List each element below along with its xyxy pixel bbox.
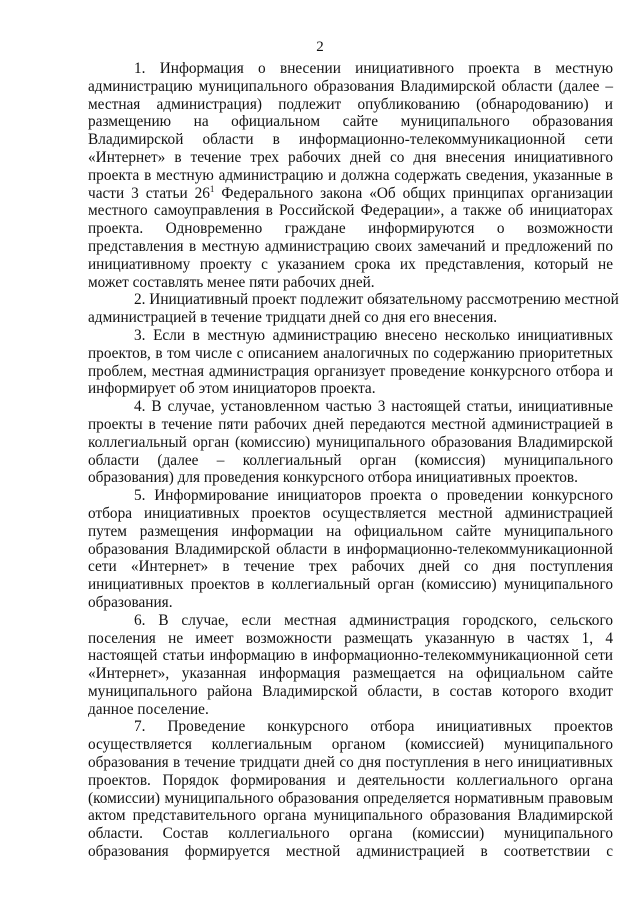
paragraph-5 [88,487,613,612]
paragraph-line: информирует об этом инициаторов проекта. [88,380,376,398]
paragraph-line: образования Владимирской области в информационно-телекоммуникационной [88,540,613,558]
paragraph-2 [88,291,619,327]
paragraph-line: поселения не имеет возможности размещать указанную в частях 1, 4 [88,629,613,647]
paragraph-line: области (далее – коллегиальный орган (комиссия) муниципального [88,451,613,469]
paragraph-line: актом представительного органа муниципального образования Владимирской [88,807,613,825]
paragraph-line: муниципального района Владимирской области, в состав которого входит [88,682,613,700]
paragraph-line: администрацией в течение тридцати дней со дня его внесения. [88,309,498,327]
paragraph-line: проекта. Одновременно граждане информируются о возможности [88,220,613,238]
paragraph-line: (комиссии) муниципального образования определяется нормативным правовым [88,789,613,807]
paragraph-line: местная администрация) подлежит опубликованию (обнародованию) и [88,95,613,113]
document-body [88,60,619,861]
paragraph-line: инициативному проекту с указанием срока их представления, который не [88,255,613,273]
paragraph-1 [88,60,613,291]
paragraph-line: представления в местную администрацию своих замечаний и предложений по [88,237,613,255]
paragraph-line: образования. [88,593,173,611]
paragraph-line: области. Состав коллегиального органа (комиссии) муниципального [88,825,613,843]
paragraph-line: образования) для проведения конкурсного отбора инициативных проектов. [88,469,578,487]
paragraph-3 [88,327,613,398]
paragraph-line: 5. Информирование инициаторов проекта о проведении конкурсного [134,487,613,505]
paragraph-line: проектов, в том числе с описанием аналогичных по содержанию приоритетных [88,344,613,362]
paragraph-4 [88,398,613,487]
paragraph-line: «Интернет» в течение трех рабочих дней со дня внесения инициативного [88,148,613,166]
paragraph-line: 7. Проведение конкурсного отбора инициативных проектов [134,718,613,736]
paragraph-line: путем размещения информации на официальном сайте муниципального [88,522,613,540]
paragraph-line: Владимирской области в информационно-телекоммуникационной сети [88,131,613,149]
paragraph-line: администрацию муниципального образования Владимирской области (далее – [88,77,613,95]
paragraph-line: проблем, местная администрация организует проведение конкурсного отбора и [88,362,613,380]
paragraph-line: местного самоуправления в Российской Федерации», а также об инициаторах [88,202,613,220]
paragraph-line: 2. Инициативный проект подлежит обязательному рассмотрению местной [134,291,619,309]
paragraph-line: коллегиальный орган (комиссию) муниципального образования Владимирской [88,433,613,451]
paragraph-line: 3. Если в местную администрацию внесено несколько инициативных [134,326,613,344]
paragraph-line: части 3 статьи $26^1$ Федерального закона «Об общих принципах организации [88,183,613,202]
paragraph-line: настоящей статьи информацию в информационно-телекоммуникационной сети [88,647,613,665]
paragraph-line: проекты в течение пяти рабочих дней передаются местной администрацией в [88,415,613,433]
paragraph-line: отбора инициативных проектов осуществляется местной администрацией [88,504,613,522]
paragraph-line: образования в течение тридцати дней со дня поступления в него инициативных [88,754,613,772]
paragraph-line: 1. Информация о внесении инициативного проекта в местную [134,60,613,77]
paragraph-line: 4. В случае, установленном частью 3 настоящей статьи, инициативные [134,398,613,416]
paragraph-line: данное поселение. [88,700,209,718]
paragraph-7 [88,718,613,860]
paragraph-line: проектов. Порядок формирования и деятельности коллегиального органа [88,771,613,789]
page-number: 2 [316,39,324,55]
paragraph-line: размещению на официальном сайте муниципального образования [88,113,613,131]
paragraph-6 [88,612,613,719]
paragraph-line: инициативных проектов в коллегиальный орган (комиссию) муниципального [88,576,613,594]
footnote-superscript: 1 [209,183,215,194]
paragraph-line: проекта в местную администрацию и должна содержать сведения, указанные в [88,166,613,184]
paragraph-line: 6. В случае, если местная администрация городского, сельского [134,611,613,629]
paragraph-line: может составлять менее пяти рабочих дней. [88,273,375,291]
paragraph-line: сети «Интернет» в течение трех рабочих дней со дня поступления [88,558,613,576]
paragraph-line: осуществляется коллегиальным органом (комиссией) муниципального [88,736,613,754]
paragraph-line: образования формируется местной администрацией в соответствии с [88,843,613,861]
paragraph-line: «Интернет», указанная информация размещается на официальном сайте [88,665,613,683]
